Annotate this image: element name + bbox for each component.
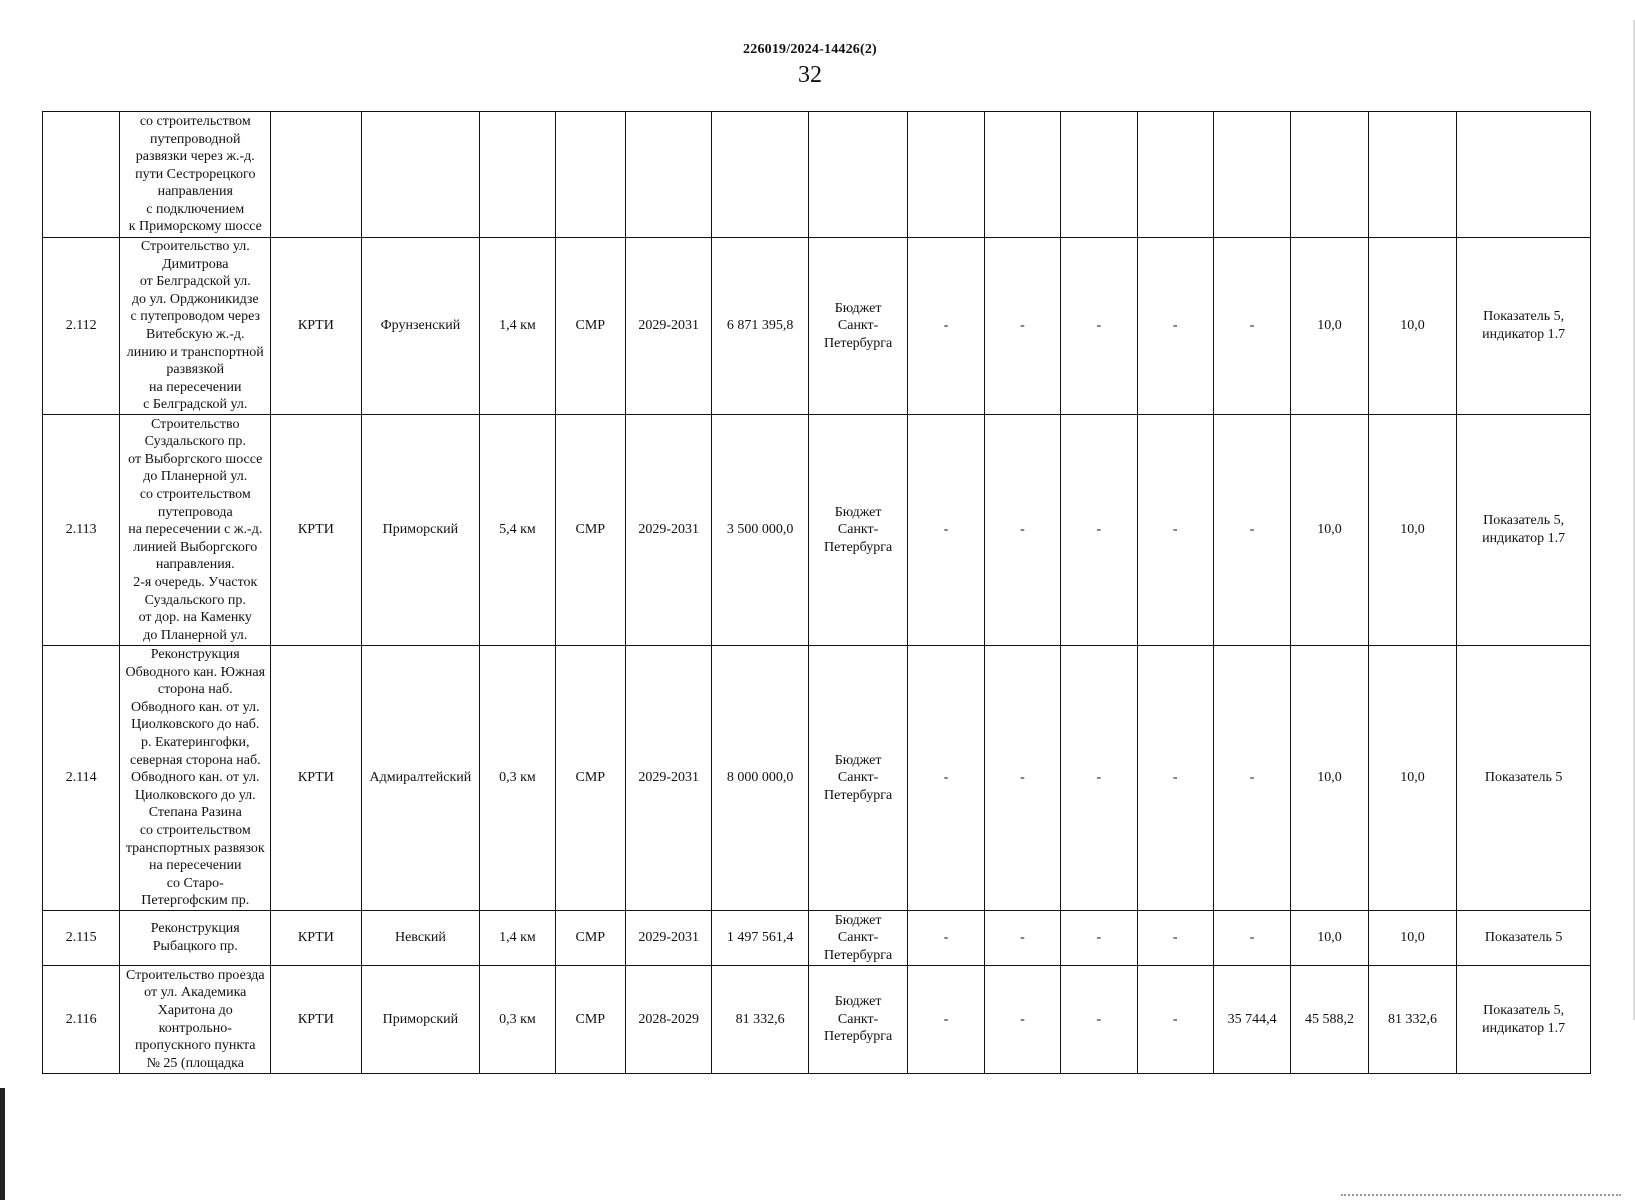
cell-year-2: - <box>984 646 1060 911</box>
cell-year-7: 10,0 <box>1368 646 1456 911</box>
cell-year-7: 81 332,6 <box>1368 966 1456 1074</box>
cell-year-5: - <box>1213 238 1290 415</box>
cell-year-3: - <box>1061 646 1137 911</box>
cell-cost: 81 332,6 <box>712 966 808 1074</box>
cell-year-5: - <box>1213 646 1290 911</box>
cell-indicator: Показатель 5, индикатор 1.7 <box>1457 415 1591 646</box>
cell-year-7 <box>1368 112 1456 238</box>
cell-length: 0,3 км <box>480 966 555 1074</box>
cell-customer <box>271 112 361 238</box>
cell-cost: 3 500 000,0 <box>712 415 808 646</box>
cell-num: 2.114 <box>43 646 120 911</box>
cell-year-1: - <box>908 911 984 966</box>
cell-year-4: - <box>1137 238 1213 415</box>
cell-year-1 <box>908 112 984 238</box>
cell-customer: КРТИ <box>271 415 361 646</box>
cell-year-5: 35 744,4 <box>1213 966 1290 1074</box>
cell-num: 2.116 <box>43 966 120 1074</box>
cell-indicator: Показатель 5 <box>1457 646 1591 911</box>
cell-customer: КРТИ <box>271 646 361 911</box>
cell-year-1: - <box>908 415 984 646</box>
cell-work-type <box>555 112 625 238</box>
cell-work-type: СМР <box>555 238 625 415</box>
cell-year-3: - <box>1061 911 1137 966</box>
cell-year-6: 45 588,2 <box>1291 966 1368 1074</box>
cell-work-type: СМР <box>555 966 625 1074</box>
cell-length: 1,4 км <box>480 911 555 966</box>
cell-num: 2.112 <box>43 238 120 415</box>
cell-year-6: 10,0 <box>1291 911 1368 966</box>
document-registration-number: 226019/2024-14426(2) <box>743 42 877 57</box>
cell-district <box>361 112 480 238</box>
cell-num: 2.115 <box>43 911 120 966</box>
cell-indicator <box>1457 112 1591 238</box>
cell-num <box>43 112 120 238</box>
page-number: 32 <box>798 62 822 88</box>
cell-year-3: - <box>1061 415 1137 646</box>
cell-year-6: 10,0 <box>1291 238 1368 415</box>
program-objects-table <box>42 111 1591 1074</box>
cell-cost: 8 000 000,0 <box>712 646 808 911</box>
cell-period: 2028-2029 <box>625 966 711 1074</box>
cell-year-7: 10,0 <box>1368 415 1456 646</box>
cell-year-2 <box>984 112 1060 238</box>
cell-title: Реконструкция Обводного кан. Южная сторона наб. Обводного кан. от ул. Циолковского до наб. р. Екатерингофки, северная сторона наб. Обводного кан. от ул. Циолковского до ул. Степана Разина со строительством транспортных развязок на пересечении со Старо- Петергофским пр. <box>120 646 271 911</box>
cell-year-6: 10,0 <box>1291 646 1368 911</box>
cell-title: Строительство проезда от ул. Академика Харитона до контрольно- пропускного пункта № 25 (площадка <box>120 966 271 1074</box>
cell-year-3 <box>1061 112 1137 238</box>
cell-year-2: - <box>984 238 1060 415</box>
cell-district: Приморский <box>361 415 480 646</box>
cell-length: 5,4 км <box>480 415 555 646</box>
table-row <box>43 238 1591 415</box>
cell-year-5 <box>1213 112 1290 238</box>
table-row <box>43 415 1591 646</box>
cell-period <box>625 112 711 238</box>
cell-length: 0,3 км <box>480 646 555 911</box>
cell-year-2: - <box>984 415 1060 646</box>
cell-year-3: - <box>1061 966 1137 1074</box>
cell-year-7: 10,0 <box>1368 238 1456 415</box>
cell-year-4: - <box>1137 911 1213 966</box>
table-row-continuation <box>43 112 1591 238</box>
cell-title: со строительством путепроводной развязки через ж.-д. пути Сестрорецкого направления с подключением к Приморскому шоссе <box>120 112 271 238</box>
cell-title: Реконструкция Рыбацкого пр. <box>120 911 271 966</box>
cell-source: Бюджет Санкт- Петербурга <box>808 646 908 911</box>
table-row <box>43 646 1591 911</box>
cell-num: 2.113 <box>43 415 120 646</box>
cell-source: Бюджет Санкт- Петербурга <box>808 238 908 415</box>
cell-year-1: - <box>908 238 984 415</box>
cell-source: Бюджет Санкт- Петербурга <box>808 966 908 1074</box>
cell-year-2: - <box>984 966 1060 1074</box>
cell-period: 2029-2031 <box>625 238 711 415</box>
cell-year-1: - <box>908 966 984 1074</box>
table-row <box>43 911 1591 966</box>
cell-source: Бюджет Санкт- Петербурга <box>808 911 908 966</box>
cell-cost: 6 871 395,8 <box>712 238 808 415</box>
cell-year-5: - <box>1213 911 1290 966</box>
cell-year-7: 10,0 <box>1368 911 1456 966</box>
cell-customer: КРТИ <box>271 238 361 415</box>
cell-district: Невский <box>361 911 480 966</box>
cell-work-type: СМР <box>555 911 625 966</box>
cell-district: Адмиралтейский <box>361 646 480 911</box>
cell-year-6 <box>1291 112 1368 238</box>
cell-district: Фрунзенский <box>361 238 480 415</box>
cell-work-type: СМР <box>555 646 625 911</box>
cell-year-5: - <box>1213 415 1290 646</box>
cell-cost: 1 497 561,4 <box>712 911 808 966</box>
cell-year-4: - <box>1137 646 1213 911</box>
table-row <box>43 966 1591 1074</box>
scan-bottom-artifact <box>1341 1190 1621 1196</box>
cell-year-1: - <box>908 646 984 911</box>
cell-year-6: 10,0 <box>1291 415 1368 646</box>
cell-length: 1,4 км <box>480 238 555 415</box>
cell-customer: КРТИ <box>271 911 361 966</box>
cell-work-type: СМР <box>555 415 625 646</box>
cell-indicator: Показатель 5, индикатор 1.7 <box>1457 238 1591 415</box>
cell-year-3: - <box>1061 238 1137 415</box>
cell-title: Строительство ул. Димитрова от Белградской ул. до ул. Орджоникидзе с путепроводом через Витебскую ж.-д. линию и транспортной развязкой на пересечении с Белградской ул. <box>120 238 271 415</box>
cell-source <box>808 112 908 238</box>
cell-title: Строительство Суздальского пр. от Выборгского шоссе до Планерной ул. со строительством путепровода на пересечении с ж.-д. линией Выборгского направления. 2-я очередь. Участок Суздальского пр. от дор. на Каменку до Планерной ул. <box>120 415 271 646</box>
scan-edge-artifact <box>0 1088 5 1200</box>
cell-source: Бюджет Санкт- Петербурга <box>808 415 908 646</box>
cell-length <box>480 112 555 238</box>
cell-indicator: Показатель 5, индикатор 1.7 <box>1457 966 1591 1074</box>
cell-year-4: - <box>1137 966 1213 1074</box>
cell-customer: КРТИ <box>271 966 361 1074</box>
cell-district: Приморский <box>361 966 480 1074</box>
cell-year-4: - <box>1137 415 1213 646</box>
cell-year-4 <box>1137 112 1213 238</box>
cell-year-2: - <box>984 911 1060 966</box>
cell-period: 2029-2031 <box>625 911 711 966</box>
cell-period: 2029-2031 <box>625 646 711 911</box>
cell-period: 2029-2031 <box>625 415 711 646</box>
cell-indicator: Показатель 5 <box>1457 911 1591 966</box>
cell-cost <box>712 112 808 238</box>
